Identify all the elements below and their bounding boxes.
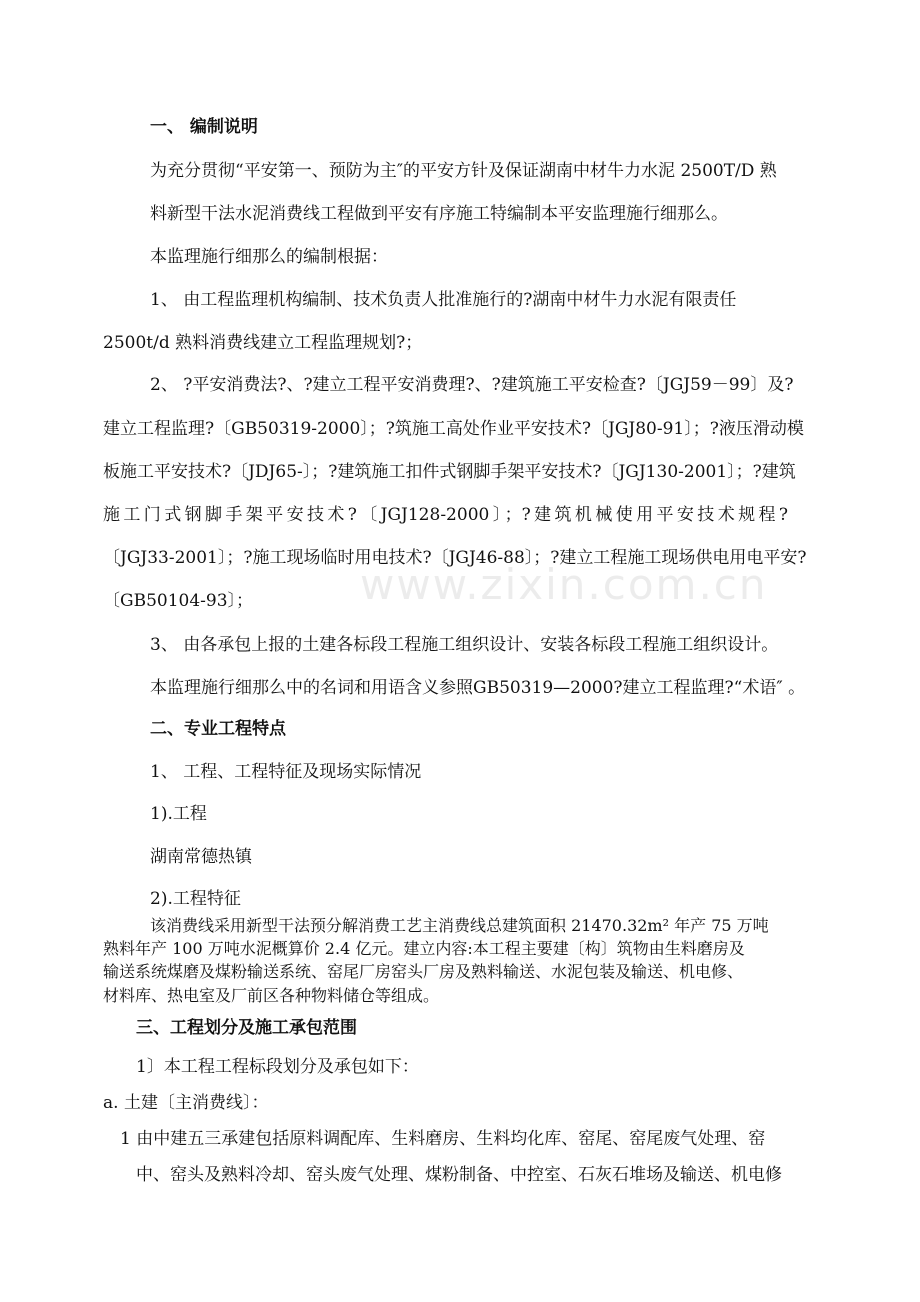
paragraph-line: 湖南常德热镇 [150, 847, 252, 867]
paragraph-line: 该消费线采用新型干法预分解消费工艺主消费线总建筑面积 21470.32m² 年产 75 万吨 [150, 916, 769, 935]
paragraph-line: 〔GB50104-93〕； [103, 591, 254, 611]
section-heading-1: 一、 编制说明 [150, 117, 258, 137]
section-heading-3: 三、工程划分及施工承包范围 [136, 1018, 357, 1038]
paragraph-line: 输送系统煤磨及煤粉输送系统、窑尾厂房窑头厂房及熟料输送、水泥包装及输送、机电修、 [103, 962, 744, 981]
paragraph-line: 本监理施行细那么中的名词和用语含义参照GB50319—2000?建立工程监理?“术语″ 。 [150, 678, 806, 698]
paragraph-line: 〔JGJ33-2001〕；?施工现场临时用电技术?〔JGJ46-88〕；?建立工程施工现场供电用电平安? [103, 548, 807, 568]
subheading: 2).工程特征 [150, 889, 241, 909]
paragraph-line: 料新型干法水泥消费线工程做到平安有序施工特编制本平安监理施行细那么。 [150, 204, 728, 224]
paragraph-line: 熟料年产 100 万吨水泥概算价 2.4 亿元。建立内容:本工程主要建〔构〕筑物由生料磨房及 [103, 939, 745, 958]
paragraph-line: 材料库、热电室及厂前区各种物料储仓等组成。 [103, 986, 440, 1005]
paragraph-line: 建立工程监理?〔GB50319-2000〕；?筑施工高处作业平安技术?〔JGJ80-91〕；?液压滑动模 [103, 419, 804, 439]
paragraph-line: 中、窑头及熟料冷却、窑头废气处理、煤粉制备、中控室、石灰石堆场及输送、机电修 [136, 1165, 782, 1185]
paragraph-line: 2500t/d 熟料消费线建立工程监理规划?； [103, 333, 423, 353]
paragraph-line: 为充分贯彻“平安第一、预防为主″的平安方针及保证湖南中材牛力水泥 2500T/D 熟 [150, 161, 777, 181]
list-item: 2、 ?平安消费法?、?建立工程平安消费理?、?建筑施工平安检查?〔JGJ59－99〕及? [150, 375, 794, 395]
list-item: a. 土建〔主消费线〕： [103, 1093, 269, 1113]
watermark: www.zixin.com.cn [360, 560, 768, 609]
list-item: 1、 由工程监理机构编制、技术负责人批准施行的?湖南中材牛力水泥有限责任 [150, 290, 737, 310]
section-heading-2: 二、专业工程特点 [150, 719, 286, 739]
paragraph-line: 施工门式钢脚手架平安技术?〔JGJ128-2000〕；?建筑机械使用平安技术规程? [103, 505, 788, 525]
list-item: 1〕本工程工程标段划分及承包如下： [136, 1057, 419, 1077]
paragraph-line: 1 由中建五三承建包括原料调配库、生料磨房、生料均化库、窑尾、窑尾废气处理、窑 [120, 1129, 766, 1149]
paragraph-line: 本监理施行细那么的编制根据： [150, 247, 388, 267]
list-item: 1、 工程、工程特征及现场实际情况 [150, 762, 422, 782]
subheading: 1).工程 [150, 804, 207, 824]
paragraph-line: 板施工平安技术?〔JDJ65-〕；?建筑施工扣件式钢脚手架平安技术?〔JGJ130-2001〕；?建筑 [103, 462, 796, 482]
list-item: 3、 由各承包上报的土建各标段工程施工组织设计、安装各标段工程施工组织设计。 [150, 635, 779, 655]
